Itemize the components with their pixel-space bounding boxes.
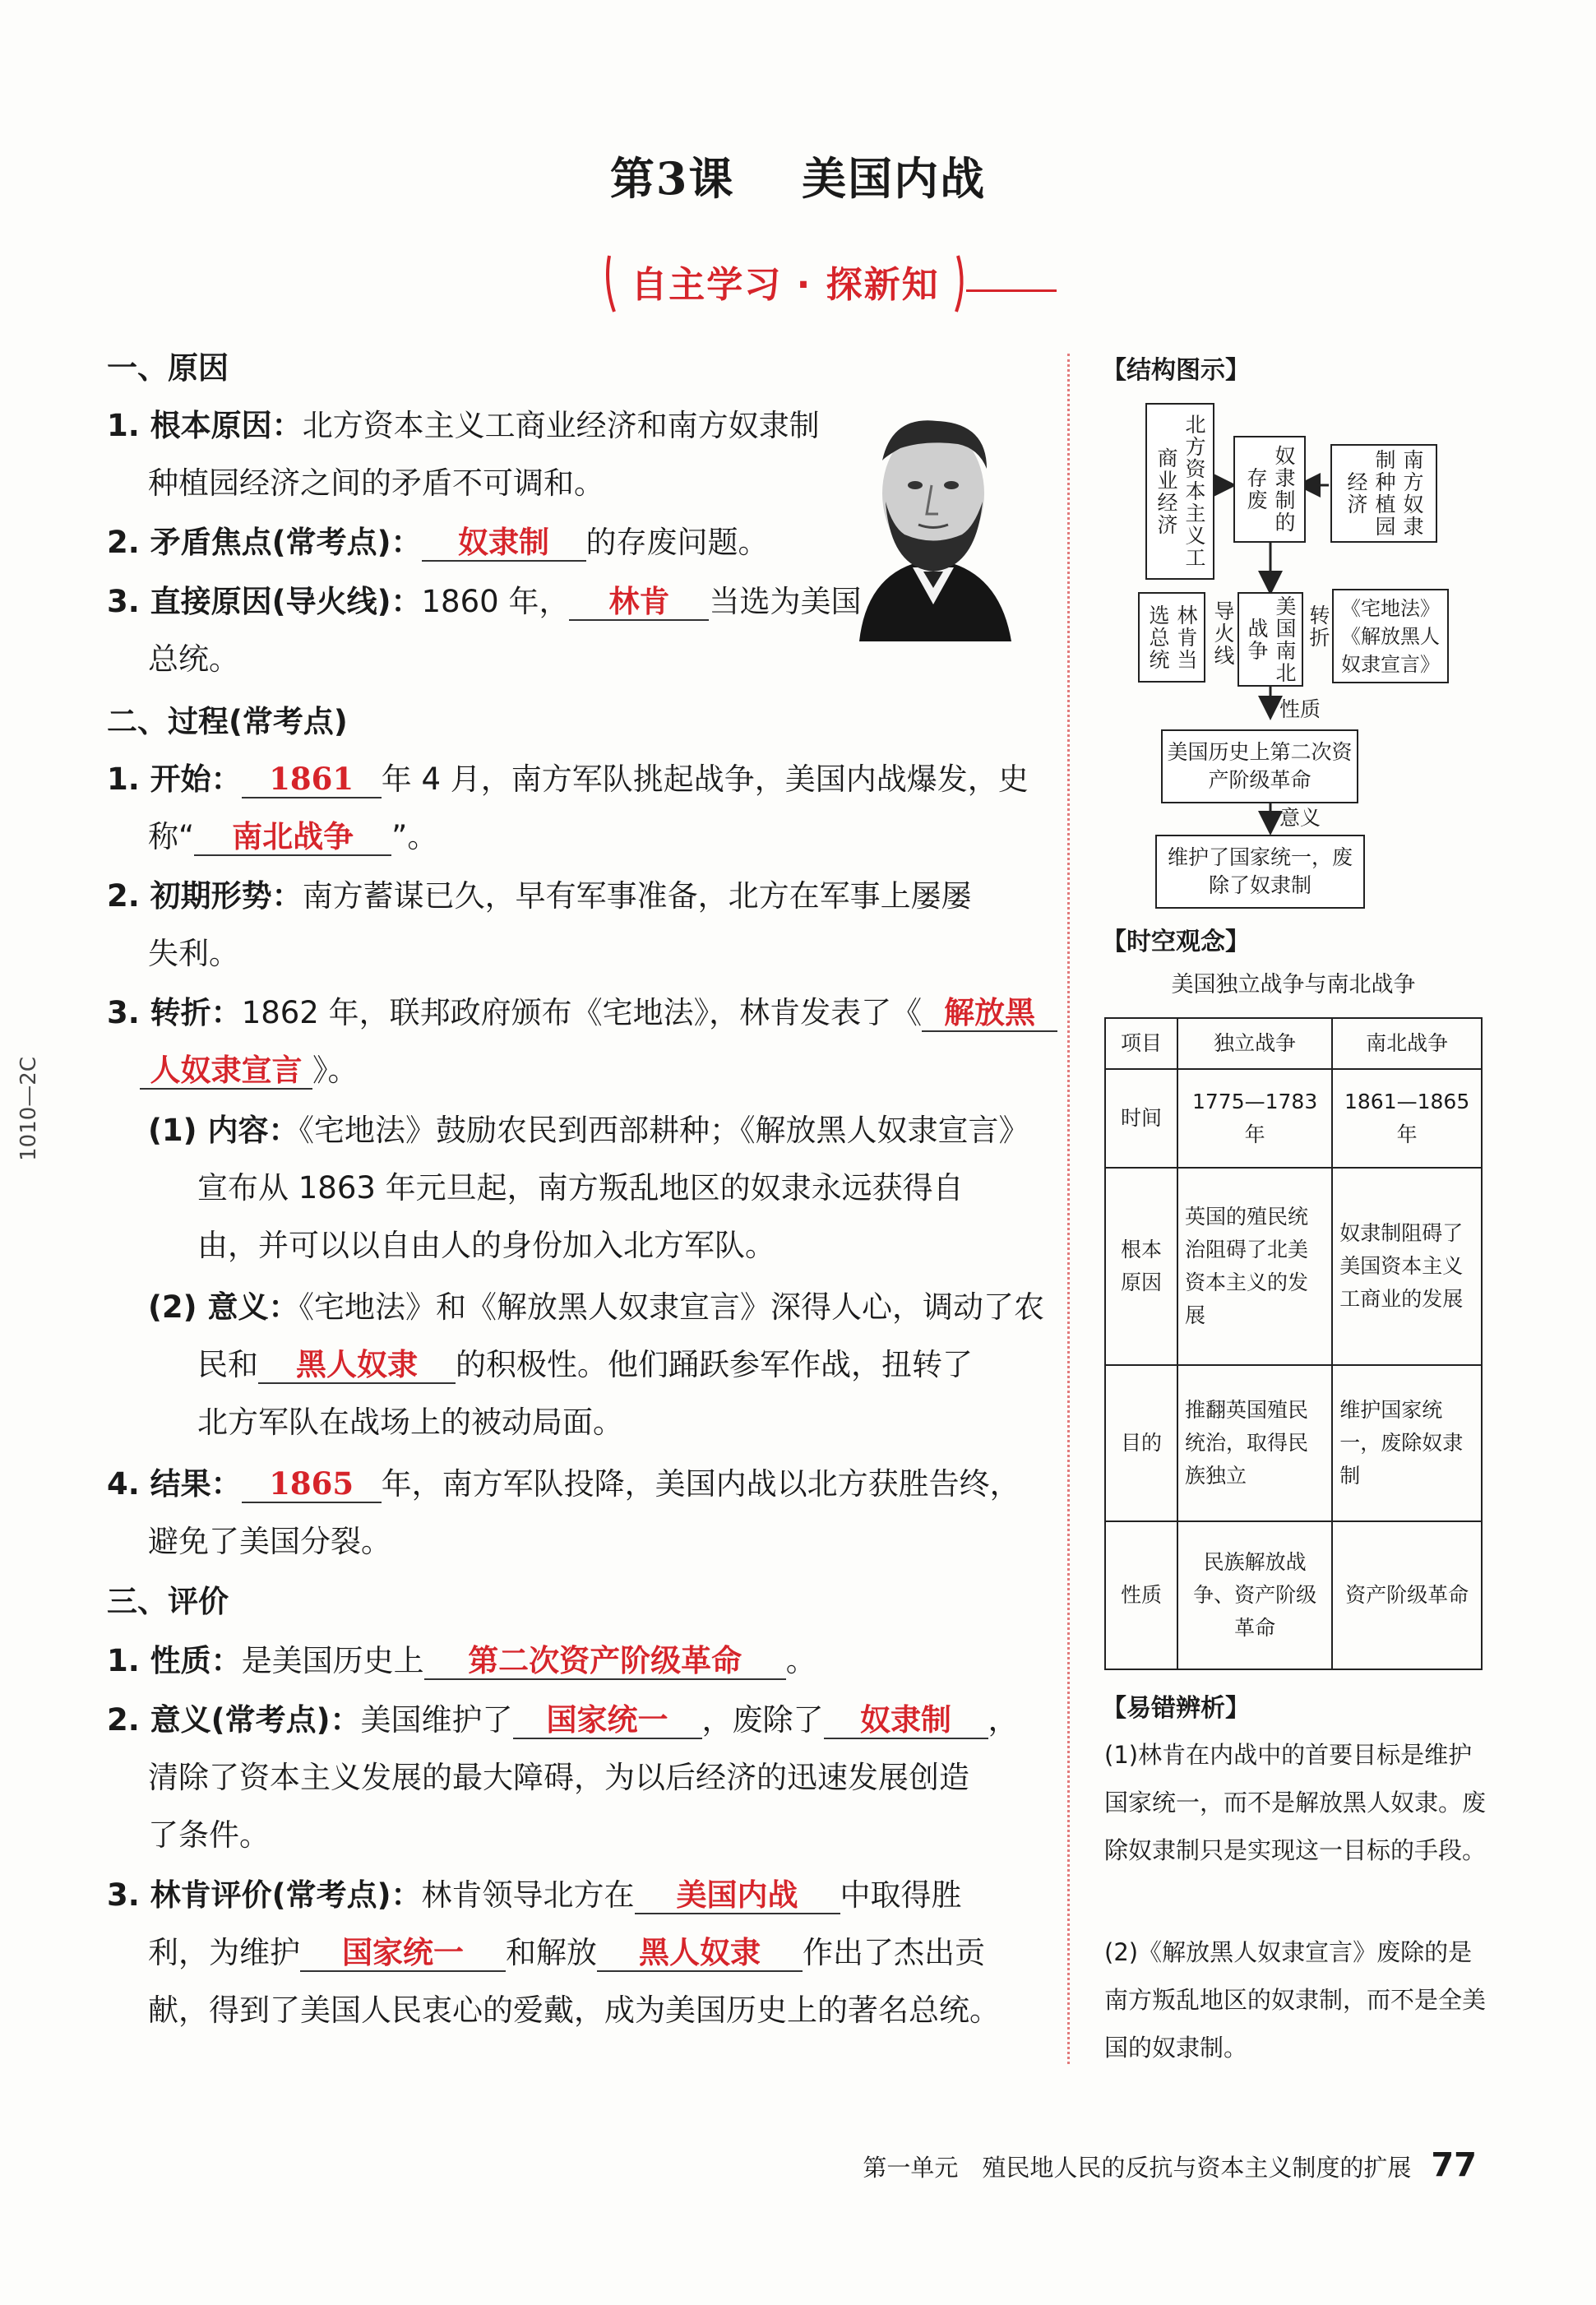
column-divider xyxy=(1067,354,1070,2064)
answer-blank: 国家统一 xyxy=(300,1934,506,1972)
pitfall-item-1: (1)林肯在内战中的首要目标是维护国家统一，而不是解放黑人奴隶。废除奴隶制只是实现这一目标的手段。 xyxy=(1104,1741,1487,1864)
table-row xyxy=(1105,1168,1482,1365)
side-code: 1010—2C xyxy=(16,1057,41,1161)
answer-blank: 奴隶制 xyxy=(824,1701,988,1739)
answer-blank: 黑人奴隶 xyxy=(258,1346,456,1384)
war-significance: 2. 意义(常考点)：美国维护了 国家统一 ，废除了 奴隶制 ， xyxy=(107,1701,1019,1738)
early-situation-cont: 失利。 xyxy=(148,936,239,971)
table-cell: 时间 xyxy=(1105,1069,1177,1168)
label-turn: 转折 xyxy=(1307,604,1330,649)
label-meaning: 意义 xyxy=(1279,806,1321,830)
answer-blank: 国家统一 xyxy=(513,1701,702,1739)
table-cell: 奴隶制阻碍了美国资本主义工商业的发展 xyxy=(1332,1168,1482,1365)
direct-cause: 3. 直接原因(导火线)：1860 年， 林肯 当选为美国 xyxy=(107,583,862,619)
banner-title: 自主学习 · 探新知 xyxy=(631,264,940,306)
table-header: 南北战争 xyxy=(1332,1018,1482,1069)
node-lincoln-elected: 林肯当选总统 xyxy=(1138,592,1205,683)
banner-rule xyxy=(966,289,1057,292)
content-item-cont: 宣布从 1863 年元旦起，南方叛乱地区的奴隶永远获得自 xyxy=(197,1170,964,1206)
root-cause-cont: 种植园经济之间的矛盾不可调和。 xyxy=(148,465,604,501)
table-cell: 英国的殖民统治阻碍了北美资本主义的发展 xyxy=(1177,1168,1332,1365)
answer-blank: 林肯 xyxy=(569,583,709,621)
content-item-cont: 由，并可以以自由人的身份加入北方军队。 xyxy=(197,1228,775,1263)
answer-blank: 解放黑 xyxy=(922,994,1057,1032)
label-nature: 性质 xyxy=(1279,697,1321,721)
node-meaning: 维护了国家统一，废除了奴隶制 xyxy=(1155,835,1365,909)
answer-blank: 黑人奴隶 xyxy=(597,1934,803,1972)
lincoln-evaluation: 3. 林肯评价(常考点)：林肯领导北方在 美国内战 中取得胜 xyxy=(107,1877,962,1913)
table-cell: 资产阶级革命 xyxy=(1332,1521,1482,1669)
table-cell: 民族解放战争、资产阶级革命 xyxy=(1177,1521,1332,1669)
node-civil-war: 美国南北战争 xyxy=(1237,592,1303,687)
table-cell: 性质 xyxy=(1105,1521,1177,1669)
table-row xyxy=(1105,1069,1482,1168)
answer-blank: 美国内战 xyxy=(635,1877,840,1914)
war-start: 1. 开始： 1861 年 4 月，南方军队挑起战争，美国内战爆发，史 xyxy=(107,761,1029,797)
table-row xyxy=(1105,1365,1482,1521)
conflict-focus: 2. 矛盾焦点(常考点)： 奴隶制 的存废问题。 xyxy=(107,524,769,560)
answer-blank: 人奴隶宣言 xyxy=(140,1052,312,1090)
label-fuse: 导火线 xyxy=(1211,600,1235,667)
lincoln-evaluation-cont: 利，为维护 国家统一 和解放 黑人奴隶 作出了杰出贡 xyxy=(148,1934,985,1970)
node-acts: 《宅地法》《解放黑人奴隶宣言》 xyxy=(1332,589,1449,683)
table-header-row xyxy=(1105,1018,1482,1069)
lincoln-evaluation-cont: 献，得到了美国人民衷心的爱戴，成为美国历史上的著名总统。 xyxy=(148,1993,1000,2028)
meaning-item-cont: 民和 黑人奴隶 的积极性。他们踊跃参军作战，扭转了 xyxy=(197,1346,973,1382)
lesson-name: 美国内战 xyxy=(802,152,987,205)
meaning-item-cont: 北方军队在战场上的被动局面。 xyxy=(197,1405,623,1440)
table-row xyxy=(1105,1521,1482,1669)
turning-point-cont: 人奴隶宣言 》。 xyxy=(140,1046,359,1095)
structure-heading: 【结构图示】 xyxy=(1102,356,1250,385)
node-north-economy: 北方资本主义工商业经济 xyxy=(1145,403,1214,580)
table-header: 独立战争 xyxy=(1177,1018,1332,1069)
answer-blank: 第二次资产阶级革命 xyxy=(424,1642,786,1680)
war-start-cont: 称“ 南北战争 ”。 xyxy=(148,818,438,854)
pitfall-item-2: (2)《解放黑人奴隶宣言》废除的是南方叛乱地区的奴隶制，而不是全美国的奴隶制。 xyxy=(1104,1938,1487,2062)
page-number: 77 xyxy=(1431,2146,1477,2184)
node-revolution: 美国历史上第二次资产阶级革命 xyxy=(1161,729,1358,803)
root-cause: 1. 根本原因：北方资本主义工商业经济和南方奴隶制 xyxy=(107,408,820,443)
table-cell: 1861—1865 年 xyxy=(1332,1069,1482,1168)
early-situation: 2. 初期形势：南方蓄谋已久，早有军事准备，北方在军事上屡屡 xyxy=(107,878,972,914)
lesson-title xyxy=(0,144,1596,207)
timespace-caption: 美国独立战争与南北战争 xyxy=(1171,972,1416,997)
table-cell: 1775—1783 年 xyxy=(1177,1069,1332,1168)
answer-blank: 南北战争 xyxy=(194,818,391,856)
content-item: (1) 内容：《宅地法》鼓励农民到西部耕种；《解放黑人奴隶宣言》 xyxy=(148,1113,1029,1148)
war-significance-cont: 了条件。 xyxy=(148,1817,270,1853)
page-footer xyxy=(863,2146,1477,2184)
section-heading-cause: 一、原因 xyxy=(107,350,229,386)
table-cell: 根本原因 xyxy=(1105,1168,1177,1365)
table-header: 项目 xyxy=(1105,1018,1177,1069)
timespace-heading: 【时空观念】 xyxy=(1102,928,1250,956)
section-heading-process: 二、过程(常考点) xyxy=(107,704,348,739)
direct-cause-cont: 总统。 xyxy=(148,641,239,677)
meaning-item: (2) 意义：《宅地法》和《解放黑人奴隶宣言》深得人心，调动了农 xyxy=(148,1289,1044,1325)
turning-point: 3. 转折：1862 年，联邦政府颁布《宅地法》，林肯发表了《 解放黑 xyxy=(107,988,1057,1038)
war-result: 4. 结果： 1865 年，南方军队投降，美国内战以北方获胜告终， xyxy=(107,1465,1020,1502)
answer-blank: 1865 xyxy=(242,1465,382,1503)
pitfalls-heading: 【易错辨析】 xyxy=(1102,1694,1250,1723)
table-cell: 目的 xyxy=(1105,1365,1177,1521)
node-south-economy: 南方奴隶制种植园经济 xyxy=(1330,444,1437,543)
answer-blank: 1861 xyxy=(242,761,382,798)
lesson-number: 第3课 xyxy=(609,152,735,205)
section-heading-evaluation: 三、评价 xyxy=(107,1584,229,1619)
table-cell: 推翻英国殖民统治，取得民族独立 xyxy=(1177,1365,1332,1521)
answer-blank: 奴隶制 xyxy=(422,524,586,562)
unit-title: 第一单元 殖民地人民的反抗与资本主义制度的扩展 xyxy=(863,2154,1412,2182)
war-result-cont: 避免了美国分裂。 xyxy=(148,1524,391,1559)
table-cell: 维护国家统一，废除奴隶制 xyxy=(1332,1365,1482,1521)
war-significance-cont: 清除了资本主义发展的最大障碍，为以后经济的迅速发展创造 xyxy=(148,1760,969,1795)
node-slavery: 奴隶制的存废 xyxy=(1233,436,1306,543)
comparison-table xyxy=(1104,1017,1483,1670)
war-nature: 1. 性质：是美国历史上 第二次资产阶级革命 。 xyxy=(107,1642,817,1678)
